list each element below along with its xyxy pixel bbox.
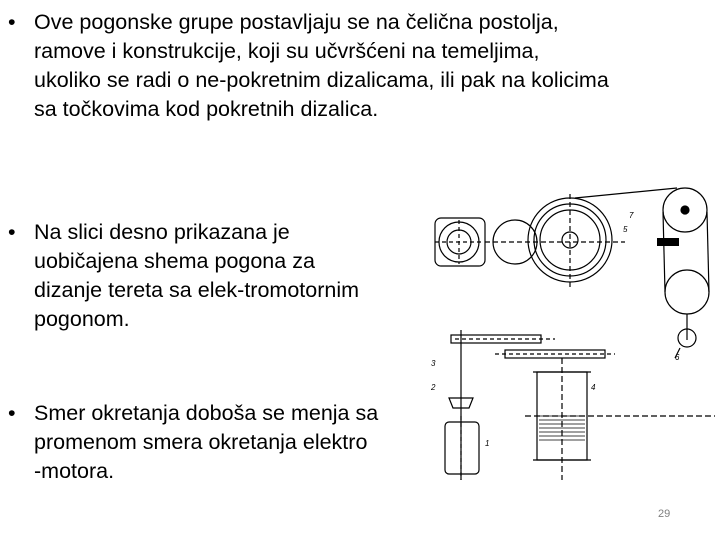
- bullet-symbol: •: [8, 220, 16, 244]
- diagram-label: 6: [675, 353, 680, 362]
- diagram-label: 3: [431, 359, 436, 368]
- bullet-symbol: •: [8, 10, 16, 34]
- diagram-label: 1: [485, 439, 490, 448]
- hoist-drive-diagram: [425, 180, 717, 480]
- shaft-assembly: [445, 330, 615, 480]
- bullet-symbol: •: [8, 401, 16, 425]
- page-number: 29: [658, 508, 671, 520]
- bullet-text: Ove pogonske grupe postavljaju se na čelična postolja, ramove i konstrukcije, koji su učvršćeni na temeljima, ukoliko se radi o ne-pokretnim dizalicama, ili pak na kolicima sa točkovima kod pokretnih dizalica.: [34, 10, 609, 121]
- bullet-text: Smer okretanja doboša se menja sa promenom smera okretanja elektro -motora.: [34, 401, 379, 483]
- diagram-label: 5: [623, 225, 628, 234]
- rope: [575, 188, 677, 198]
- diagram-label: 4: [591, 383, 596, 392]
- pulley-block: [657, 188, 709, 358]
- bullet-text: Na slici desno prikazana je uobičajena shema pogona za dizanje tereta sa elek-tromotornim pogonom.: [34, 220, 360, 331]
- gear-train: [485, 194, 625, 288]
- diagram-label: 7: [629, 211, 634, 220]
- motor: [435, 218, 485, 266]
- rope-drum: [525, 358, 715, 480]
- diagram-label: 2: [431, 383, 436, 392]
